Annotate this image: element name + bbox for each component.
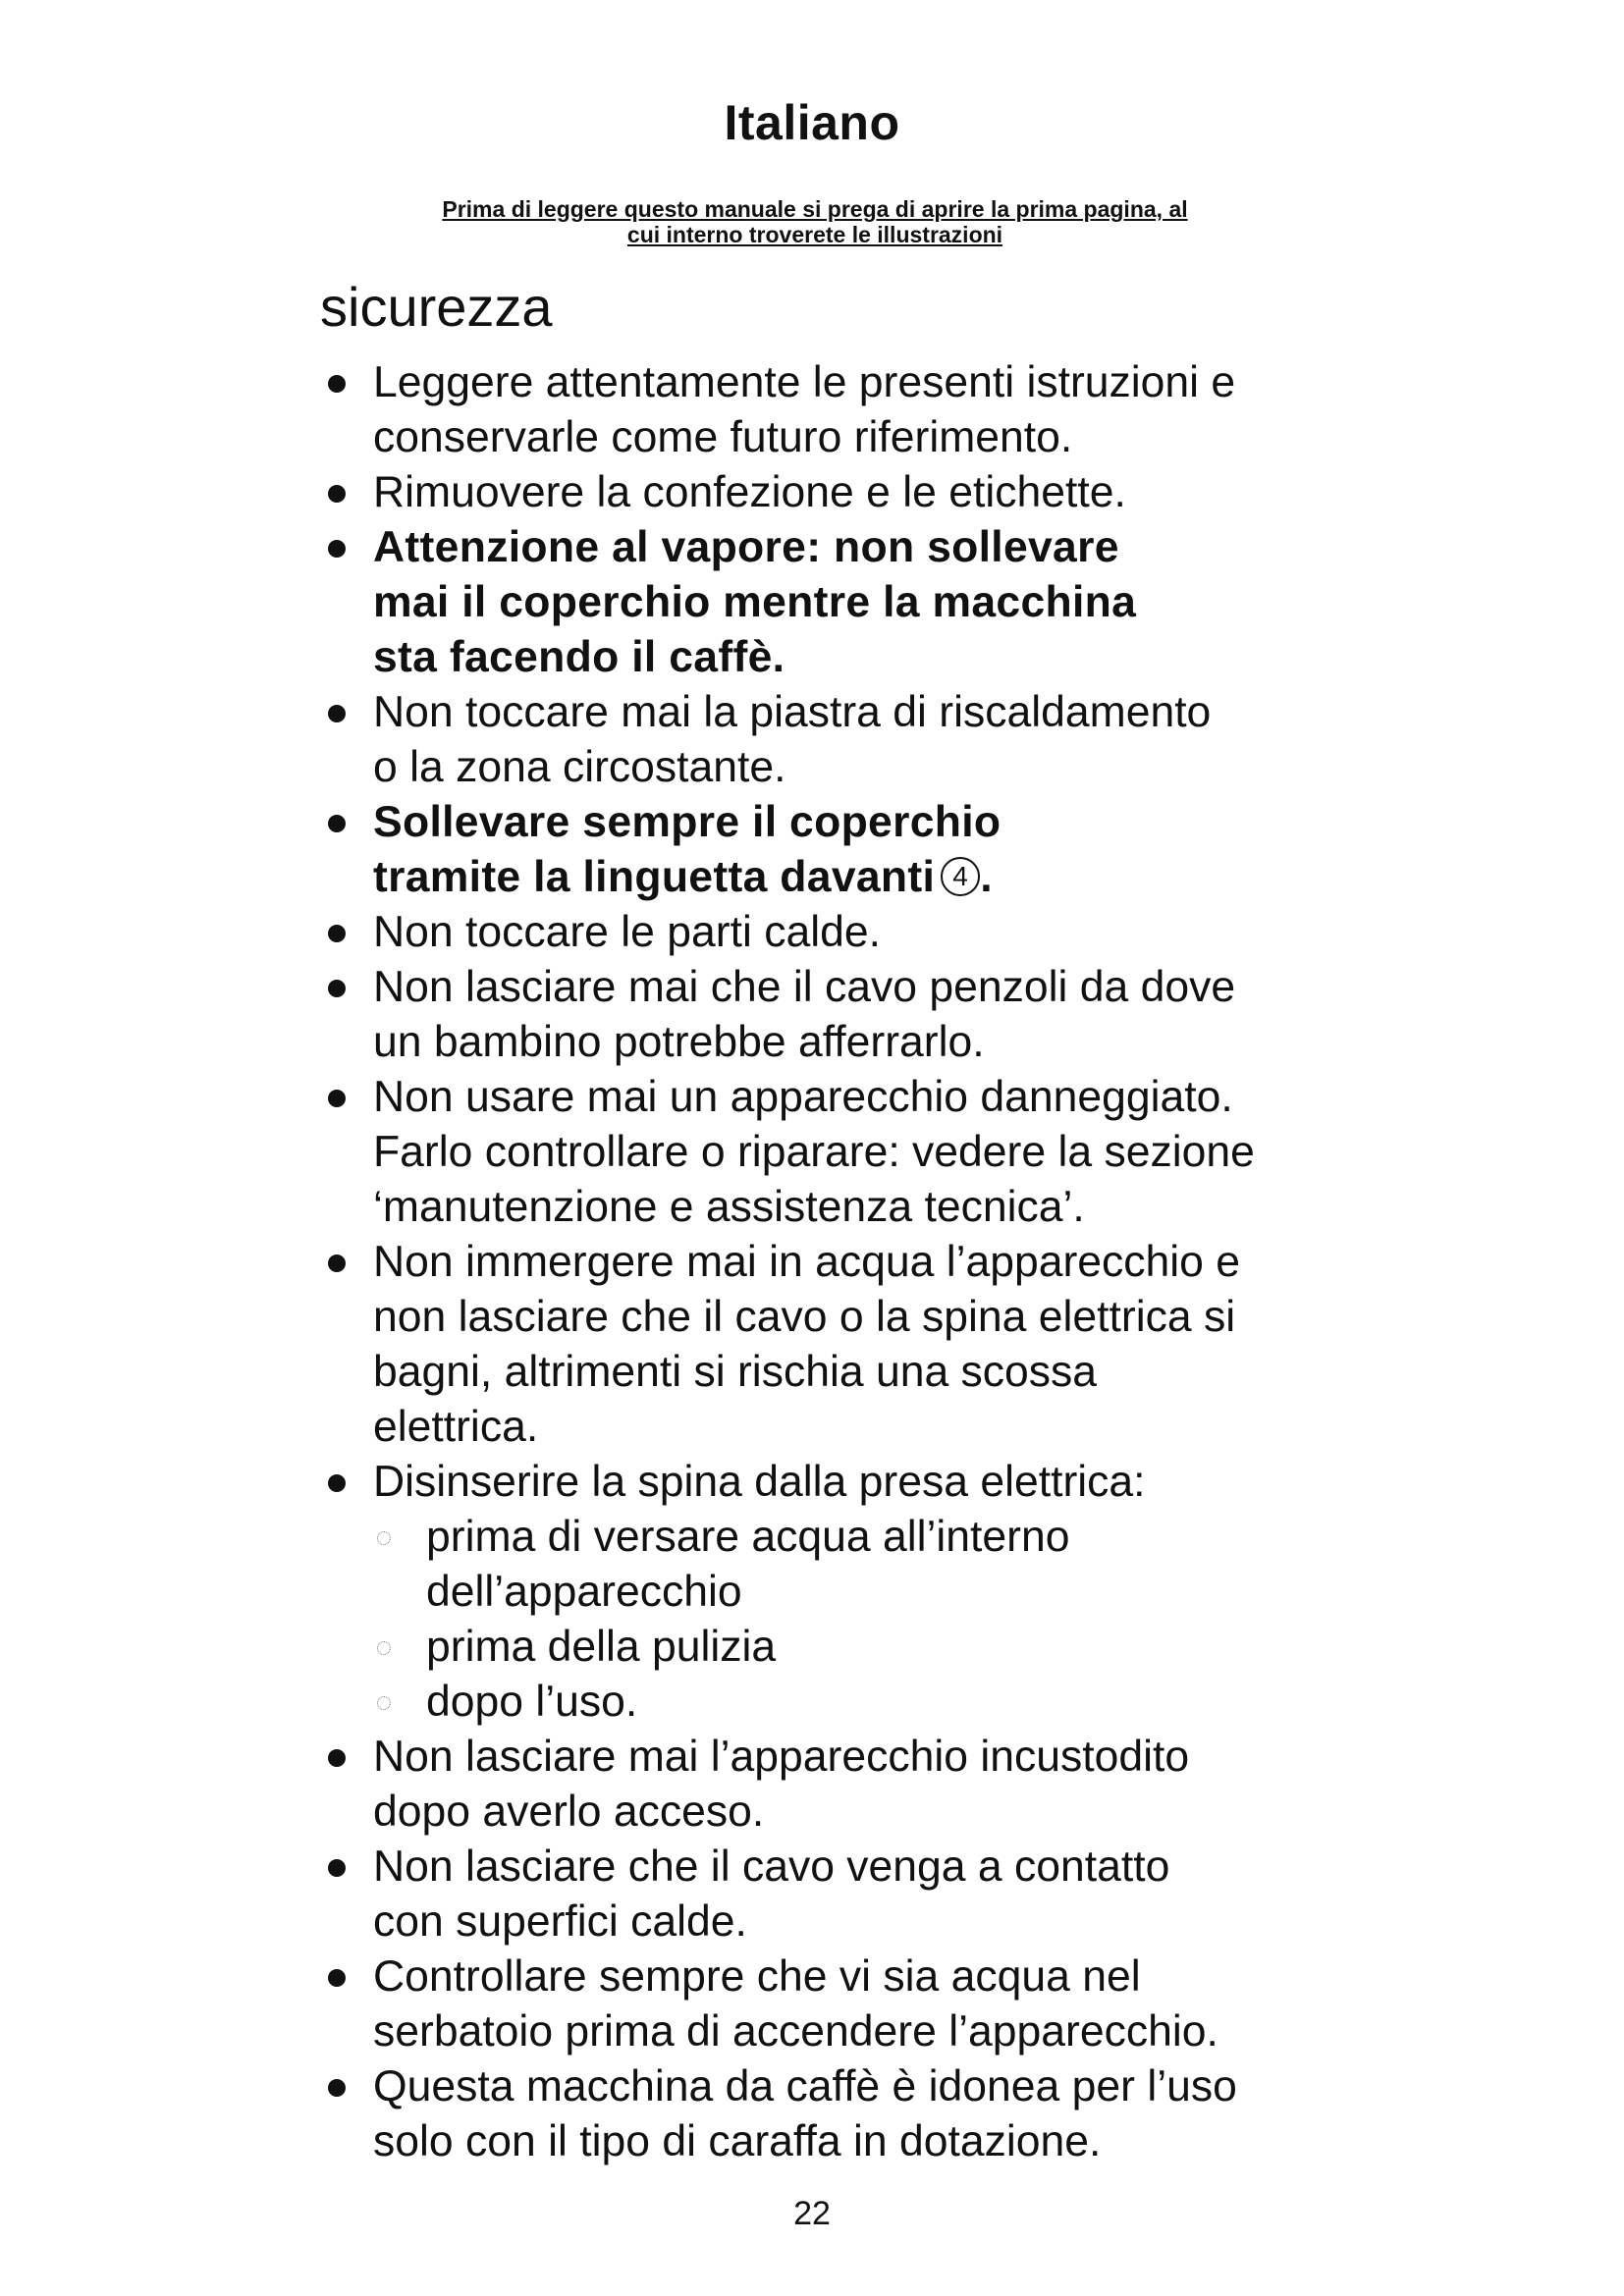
item-line: Non usare mai un apparecchio danneggiato. <box>373 1073 1233 1121</box>
item-line: Non immergere mai in acqua l’apparecchio e <box>373 1238 1241 1286</box>
intro-note <box>334 196 1296 247</box>
unplug-sub-list <box>373 1510 1341 1730</box>
item-line-text: tramite la linguetta davanti <box>373 853 936 901</box>
item-line: elettrica. <box>373 1403 539 1451</box>
bullet-icon <box>328 980 346 997</box>
sub-item-before-filling <box>373 1510 1341 1620</box>
safety-item-read-instructions <box>320 355 1341 465</box>
hollow-bullet-icon <box>377 1531 391 1545</box>
sub-item-after-use <box>373 1675 1341 1730</box>
section-heading: sicurezza <box>320 276 553 338</box>
safety-item-check-water <box>320 1949 1341 2059</box>
item-line: bagni, altrimenti si rischia una scossa <box>373 1348 1098 1396</box>
sub-item-line: prima della pulizia <box>426 1623 777 1671</box>
item-line: solo con il tipo di caraffa in dotazione. <box>373 2117 1102 2165</box>
safety-item-unplug <box>320 1455 1341 1730</box>
callout-number-badge: 4 <box>941 857 980 896</box>
sub-item-before-cleaning <box>373 1620 1341 1675</box>
safety-item-steam-warning <box>320 520 1341 685</box>
safety-item-hot-surfaces <box>320 1840 1341 1949</box>
bullet-icon <box>328 1859 346 1877</box>
item-line: Questa macchina da caffè è idonea per l’uso <box>373 2062 1237 2110</box>
bullet-icon <box>328 485 346 503</box>
item-line: un bambino potrebbe afferrarlo. <box>373 1018 985 1066</box>
item-line: Rimuovere la confezione e le etichette. <box>373 468 1126 516</box>
safety-item-water-immersion <box>320 1235 1341 1455</box>
item-line: Disinserire la spina dalla presa elettrica: <box>373 1458 1146 1506</box>
item-line: Non lasciare mai che il cavo penzoli da dove <box>373 963 1236 1011</box>
safety-list <box>320 355 1341 2169</box>
bullet-icon <box>328 815 346 832</box>
bullet-icon <box>328 1474 346 1492</box>
hollow-bullet-icon <box>377 1696 391 1710</box>
safety-item-hot-parts <box>320 905 1341 960</box>
item-line: dopo averlo acceso. <box>373 1788 765 1836</box>
item-line: non lasciare che il cavo o la spina elettrica si <box>373 1293 1236 1341</box>
item-line: conservarle come futuro riferimento. <box>373 413 1073 461</box>
item-line: Controllare sempre che vi sia acqua nel <box>373 1952 1141 2001</box>
page-number: 22 <box>793 2195 831 2232</box>
hollow-bullet-icon <box>377 1641 391 1655</box>
bullet-icon <box>328 2079 346 2097</box>
bullet-icon <box>328 1969 346 1987</box>
page-title: Italiano <box>724 95 900 150</box>
bullet-icon <box>328 705 346 722</box>
safety-item-carafe-only <box>320 2059 1341 2169</box>
item-line: Non toccare le parti calde. <box>373 908 881 956</box>
item-line <box>373 850 1341 905</box>
bullet-icon <box>328 1255 346 1272</box>
bullet-icon <box>328 925 346 942</box>
safety-item-heating-plate <box>320 685 1341 795</box>
bullet-icon <box>328 540 346 558</box>
intro-note-line-2: cui interno troverete le illustrazioni <box>626 222 1003 247</box>
bullet-icon <box>328 1749 346 1767</box>
safety-item-remove-packaging <box>320 465 1341 520</box>
safety-item-damaged-appliance <box>320 1070 1341 1235</box>
sub-item-line: prima di versare acqua all’interno <box>426 1513 1070 1561</box>
item-line: Leggere attentamente le presenti istruzioni e <box>373 358 1236 406</box>
item-line: sta facendo il caffè. <box>373 633 785 681</box>
bullet-icon <box>328 1090 346 1107</box>
item-line: Attenzione al vapore: non sollevare <box>373 523 1119 571</box>
item-line: o la zona circostante. <box>373 743 786 791</box>
sub-item-line: dell’apparecchio <box>426 1568 742 1616</box>
safety-item-unattended <box>320 1730 1341 1840</box>
item-line: mai il coperchio mentre la macchina <box>373 578 1137 626</box>
sub-item-line: dopo l’uso. <box>426 1678 638 1726</box>
item-line-suffix: . <box>980 853 993 901</box>
safety-item-lift-lid <box>320 795 1341 905</box>
item-line: Non toccare mai la piastra di riscaldamento <box>373 688 1212 736</box>
item-line: ‘manutenzione e assistenza tecnica’. <box>373 1183 1085 1231</box>
bullet-icon <box>328 375 346 393</box>
item-line: Non lasciare che il cavo venga a contatto <box>373 1842 1170 1891</box>
item-line: Sollevare sempre il coperchio <box>373 798 1001 846</box>
item-line: Farlo controllare o riparare: vedere la sezione <box>373 1128 1255 1176</box>
item-line: Non lasciare mai l’apparecchio incustodito <box>373 1733 1190 1781</box>
safety-item-cord-children <box>320 960 1341 1070</box>
item-line: serbatoio prima di accendere l’apparecchio. <box>373 2007 1218 2056</box>
intro-note-line-1: Prima di leggere questo manuale si prega di aprire la prima pagina, al <box>442 196 1188 222</box>
item-line: con superfici calde. <box>373 1897 747 1946</box>
